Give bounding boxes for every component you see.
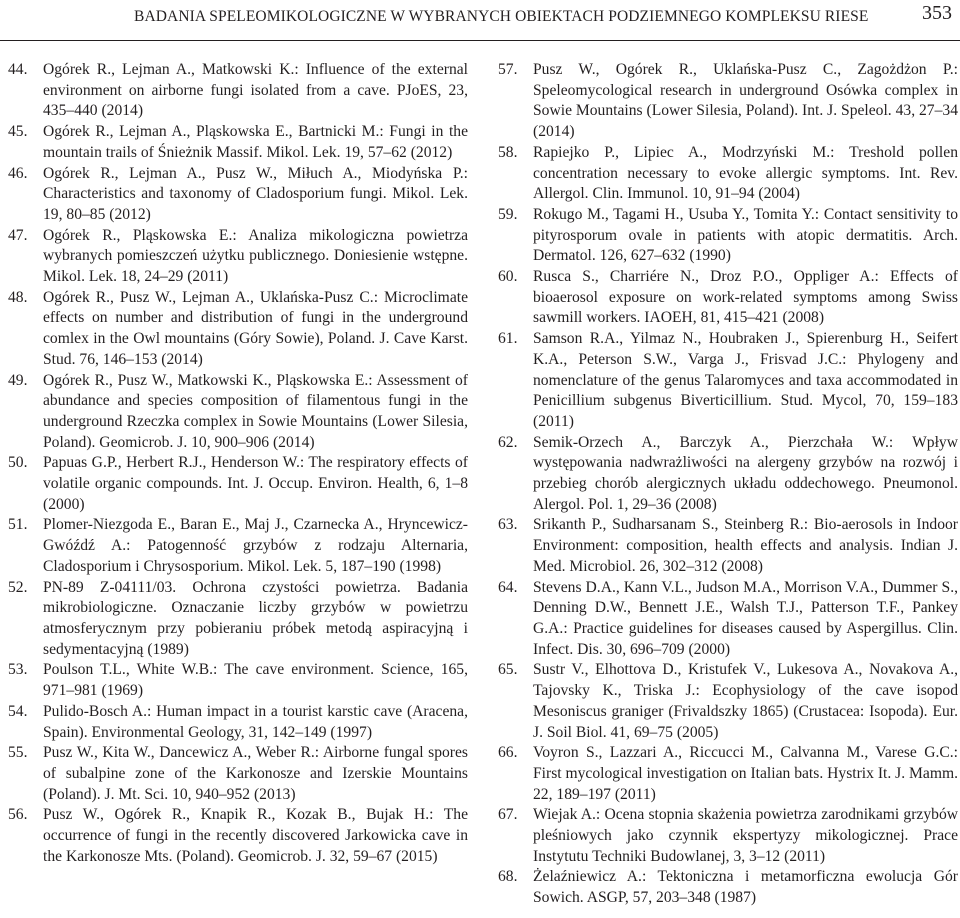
reference-number: 46.	[8, 164, 28, 182]
reference-item	[498, 578, 958, 661]
reference-text: Pusz W., Ogórek R., Knapik R., Kozak B., Bujak H.: The occurrence of fungi in the recently discovered Jarkowicka cave in the Karkonosze Mts. (Poland). Geomicrob. J. 32, 59–67 (2015)	[43, 806, 468, 865]
reference-item	[8, 453, 468, 515]
reference-number: 66.	[498, 744, 518, 762]
reference-item	[8, 164, 468, 226]
reference-number: 65.	[498, 661, 518, 679]
reference-number: 61.	[498, 330, 518, 348]
reference-item	[8, 226, 468, 288]
reference-number: 57.	[498, 61, 518, 78]
reference-number: 48.	[8, 288, 28, 306]
reference-item	[8, 805, 468, 867]
reference-text: Ogórek R., Pusz W., Matkowski K., Pląskowska E.: Assessment of abundance and species composition of filamentous fungi in the underground Rzeczka complex in Sowie Mountains (Lower Silesia, Poland). Geomicrob. J. 10, 900–906 (2014)	[43, 371, 468, 451]
reference-item	[8, 122, 468, 163]
reference-text: Ogórek R., Lejman A., Matkowski K.: Influence of the external environment on airborne fungi isolated from a cave. PJoES, 23, 435–440 (2014)	[43, 61, 468, 120]
reference-item	[8, 702, 468, 743]
reference-number: 63.	[498, 516, 518, 534]
reference-item	[498, 805, 958, 867]
reference-number: 62.	[498, 433, 518, 451]
reference-text: PN-89 Z-04111/03. Ochrona czystości powietrza. Badania mikrobiologiczne. Oznaczanie liczby grzybów w powietrzu atmosferycznym przy pobieraniu próbek metodą aspiracyjną i sedymentacyjną (1989)	[43, 578, 468, 658]
reference-text: Pusz W., Ogórek R., Uklańska-Pusz C., Zagożdżon P.: Speleomycological research in underground Osówka complex in Sowie Mountains (Lower Silesia, Poland). Int. J. Speleol. 43, 27–34 (2014)	[533, 61, 958, 141]
reference-number: 50.	[8, 454, 28, 472]
header-divider	[0, 40, 960, 41]
reference-number: 49.	[8, 371, 28, 389]
reference-text: Poulson T.L., White W.B.: The cave environment. Science, 165, 971–981 (1969)	[43, 661, 468, 700]
reference-text: Ogórek R., Lejman A., Pusz W., Miłuch A., Miodyńska P.: Characteristics and taxonomy of Cladosporium fungi. Mikol. Lek. 19, 80–85 (2012)	[43, 164, 468, 223]
reference-text: Plomer-Niezgoda E., Baran E., Maj J., Czarnecka A., Hryncewicz-Gwóźdź A.: Patogenność grzybów z rodzaju Alternaria, Cladosporium i Chrysosporium. Mikol. Lek. 5, 187–190 (1998)	[43, 516, 468, 575]
reference-item	[8, 578, 468, 661]
reference-item	[498, 143, 958, 205]
reference-text: Rapiejko P., Lipiec A., Modrzyński M.: Treshold pollen concentration necessary to evoke allergic symptoms. Int. Rev. Allergol. Clin. Immunol. 10, 91–94 (2004)	[533, 143, 958, 203]
reference-number: 67.	[498, 806, 518, 824]
reference-text: Żelaźniewicz A.: Tektoniczna i metamorficzna ewolucja Gór Sowich. ASGP, 57, 203–348 (1987)	[533, 868, 958, 907]
reference-number: 58.	[498, 143, 518, 161]
reference-text: Voyron S., Lazzari A., Riccucci M., Calvanna M., Varese G.C.: First mycological investigation on Italian bats. Hystrix It. J. Mamm. 22, 189–197 (2011)	[533, 744, 958, 803]
reference-text: Papuas G.P., Herbert R.J., Henderson W.: The respiratory effects of volatile organic compounds. Int. J. Occup. Environ. Health, 6, 1–8 (2000)	[43, 454, 468, 513]
reference-item	[498, 515, 958, 577]
reference-number: 45.	[8, 123, 28, 141]
running-title: BADANIA SPELEOMIKOLOGICZNE W WYBRANYCH OBIEKTACH PODZIEMNEGO KOMPLEKSU RIESE	[134, 8, 869, 25]
reference-text: Rusca S., Charriére N., Droz P.O., Oppliger A.: Effects of bioaerosol exposure on work-related symptoms among Swiss sawmill workers. IAOEH, 81, 415–421 (2008)	[533, 268, 958, 327]
reference-text: Pulido-Bosch A.: Human impact in a tourist karstic cave (Aracena, Spain). Environmental Geology, 31, 142–149 (1997)	[43, 702, 468, 741]
reference-text: Samson R.A., Yilmaz N., Houbraken J., Spierenburg H., Seifert K.A., Peterson S.W., Varga J., Frisvad J.C.: Phylogeny and nomenclature of the genus Talaromyces and taxa accommodated in Penicillium subgenus Biverticillium. Stud. Mycol, 70, 159–183 (2011)	[533, 330, 958, 430]
reference-number: 53.	[8, 661, 28, 679]
reference-item	[8, 743, 468, 805]
reference-text: Srikanth P., Sudharsanam S., Steinberg R.: Bio-aerosols in Indoor Environment: composition, health effects and analysis. Indian J. Med. Microbiol. 26, 302–312 (2008)	[533, 516, 958, 575]
reference-text: Stevens D.A., Kann V.L., Judson M.A., Morrison V.A., Dummer S., Denning D.W., Bennett J.E., Walsh T.J., Patterson T.F., Pankey G.A.: Practice guidelines for diseases caused by Aspergillus. Clin. Infect. Dis. 30, 696–709 (2000)	[533, 578, 958, 658]
reference-number: 55.	[8, 744, 28, 762]
reference-item	[8, 515, 468, 577]
reference-number: 52.	[8, 578, 28, 596]
reference-item	[498, 867, 958, 908]
reference-text: Rokugo M., Tagami H., Usuba Y., Tomita Y.: Contact sensitivity to pityrosporum ovale in patients with atopic dermatitis. Arch. Dermatol. 126, 627–632 (1990)	[533, 205, 958, 265]
reference-item	[8, 60, 468, 122]
page-number: 353	[922, 2, 952, 24]
reference-text: Wiejak A.: Ocena stopnia skażenia powietrza zarodnikami grzybów pleśniowych jako czynnik ekspertyzy mikologicznej. Prace Instytutu Techniki Budowlanej, 3, 3–12 (2011)	[533, 806, 958, 865]
references-left-column	[8, 60, 468, 867]
reference-item	[8, 371, 468, 454]
reference-item	[8, 660, 468, 701]
reference-item	[498, 660, 958, 743]
reference-text: Ogórek R., Pusz W., Lejman A., Uklańska-Pusz C.: Microclimate effects on number and distribution of fungi in the underground comlex in the Owl mountains (Góry Sowie), Poland. J. Cave Karst. Stud. 76, 146–153 (2014)	[43, 288, 468, 368]
page-header	[0, 0, 960, 44]
reference-item	[498, 433, 958, 516]
reference-number: 59.	[498, 205, 518, 223]
reference-number: 51.	[8, 516, 28, 534]
reference-item	[498, 267, 958, 329]
reference-number: 44.	[8, 61, 28, 78]
reference-number: 68.	[498, 868, 518, 886]
reference-item	[498, 205, 958, 267]
reference-number: 64.	[498, 578, 518, 596]
references-right-column	[498, 60, 958, 909]
reference-item	[498, 60, 958, 143]
reference-number: 54.	[8, 702, 28, 720]
reference-text: Semik-Orzech A., Barczyk A., Pierzchała W.: Wpływ występowania nadwrażliwości na alergeny grzybów na rozwój i przebieg chorób alergicznych układu oddechowego. Pneumonol. Alergol. Pol. 1, 29–36 (2008)	[533, 433, 958, 513]
reference-text: Ogórek R., Lejman A., Pląskowska E., Bartnicki M.: Fungi in the mountain trails of Śnieżnik Massif. Mikol. Lek. 19, 57–62 (2012)	[43, 123, 468, 161]
reference-item	[498, 743, 958, 805]
reference-text: Pusz W., Kita W., Dancewicz A., Weber R.: Airborne fungal spores of subalpine zone of the Karkonosze and Izerskie Mountains (Poland). J. Mt. Sci. 10, 940–952 (2013)	[43, 744, 468, 803]
reference-item	[8, 288, 468, 371]
reference-number: 47.	[8, 226, 28, 244]
reference-number: 56.	[8, 806, 28, 824]
reference-number: 60.	[498, 268, 518, 286]
reference-text: Ogórek R., Pląskowska E.: Analiza mikologiczna powietrza wybranych pomieszczeń użytku publicznego. Doniesienie wstępne. Mikol. Lek. 18, 24–29 (2011)	[43, 226, 468, 286]
reference-text: Sustr V., Elhottova D., Kristufek V., Lukesova A., Novakova A., Tajovsky K., Triska J.: Ecophysiology of the cave isopod Mesoniscus graniger (Frivaldszky 1865) (Crustacea: Isopoda). Eur. J. Soil Biol. 41, 69–75 (2005)	[533, 661, 958, 741]
reference-item	[498, 329, 958, 433]
